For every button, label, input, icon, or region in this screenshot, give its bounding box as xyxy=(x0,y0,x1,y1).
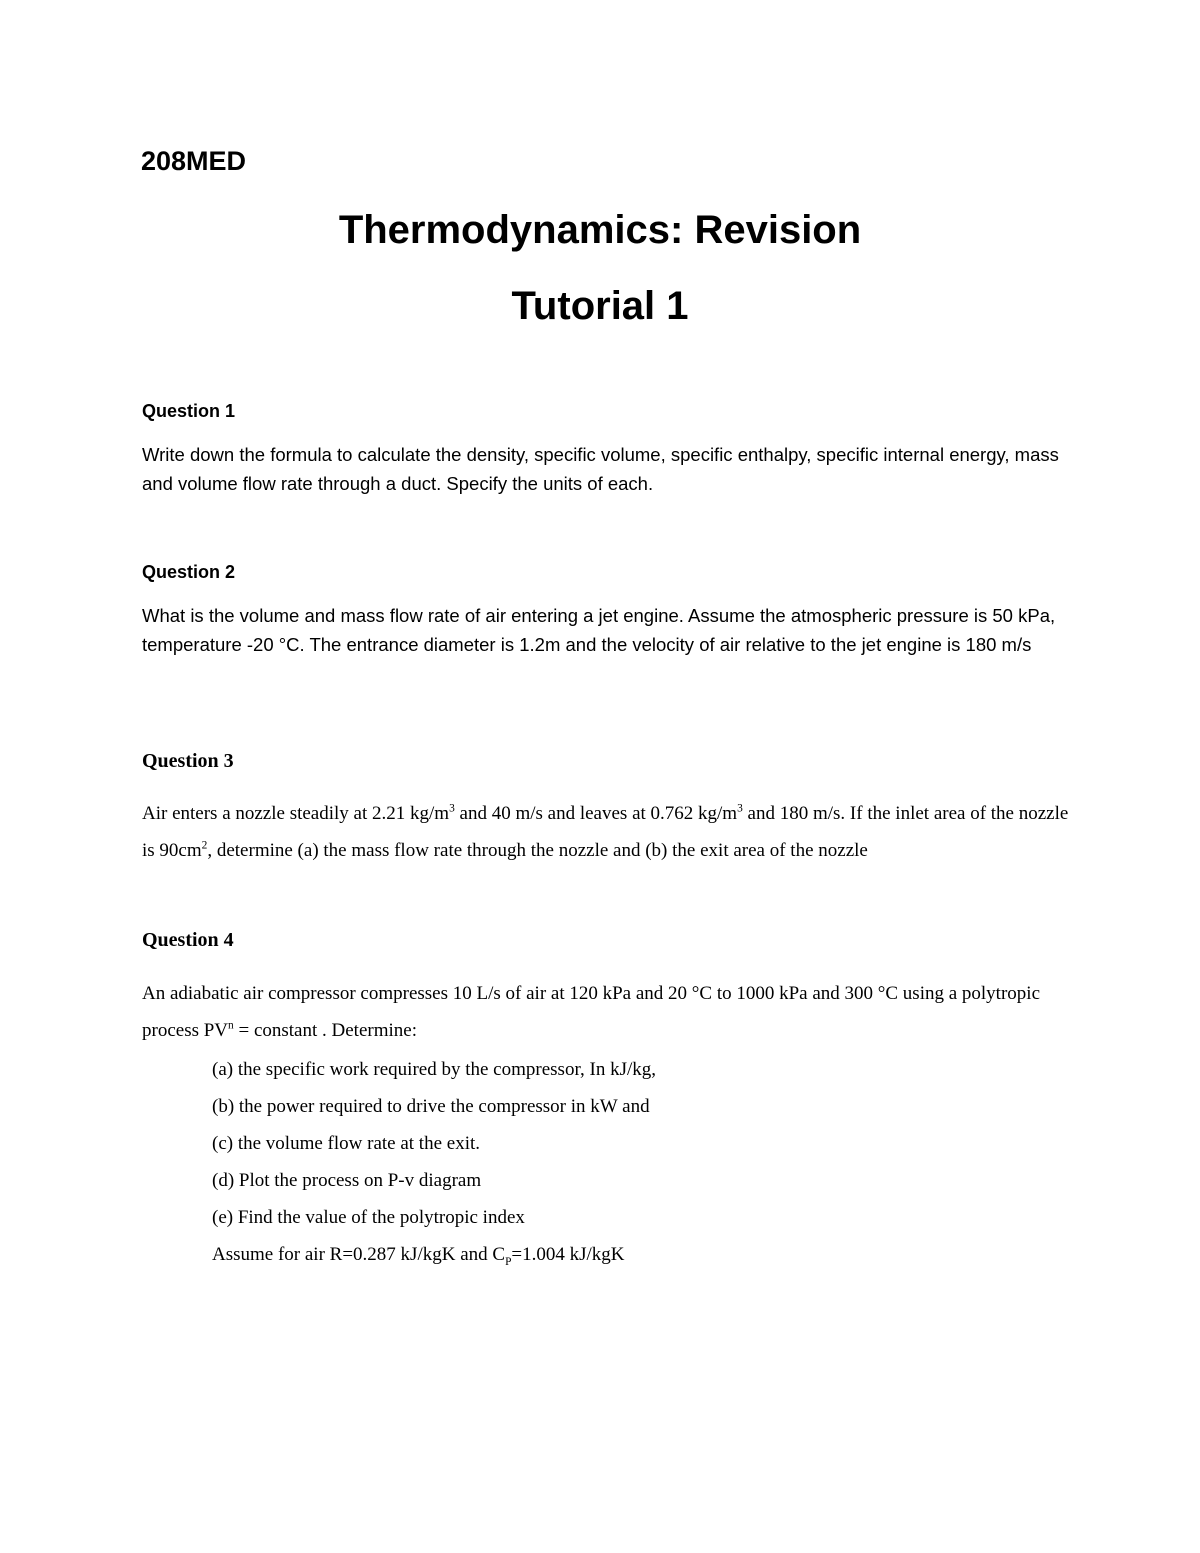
course-code: 208MED xyxy=(141,146,247,176)
question-2-text: What is the volume and mass flow rate of air entering a jet engine. Assume the atmospheric pressure is 50 kPa, temperature -20 °C. The entrance diameter is 1.2m and the velocity of air relative to the jet engine is 180 m/s xyxy=(142,605,1056,655)
question-3-text-part: , determine (a) the mass flow rate through the nozzle and (b) the exit area of the nozzle xyxy=(207,840,868,861)
list-item: (a) the specific work required by the compressor, In kJ/kg, xyxy=(212,1059,657,1080)
list-item: (b) the power required to drive the compressor in kW and xyxy=(212,1096,650,1117)
list-item: (d) Plot the process on P-v diagram xyxy=(212,1170,482,1191)
document-title: Thermodynamics: Revision xyxy=(338,208,862,252)
question-2-heading: Question 2 xyxy=(142,562,236,582)
question-3-text-part: and 40 m/s and leaves at 0.762 kg/m xyxy=(454,803,738,824)
question-3-heading: Question 3 xyxy=(142,750,234,772)
question-3-text-part: Air enters a nozzle steadily at 2.21 kg/m xyxy=(142,803,450,824)
superscript: 3 xyxy=(737,802,743,815)
assumption-part: =1.004 kJ/kgK xyxy=(511,1244,625,1265)
question-1-heading: Question 1 xyxy=(142,401,236,421)
list-item: (c) the volume flow rate at the exit. xyxy=(212,1133,481,1154)
list-item: (e) Find the value of the polytropic index xyxy=(212,1207,525,1228)
question-3-text-part: and 180 m/s. If the inlet area of the nozzle is 90cm xyxy=(142,803,1069,861)
superscript: 3 xyxy=(449,802,455,815)
question-3-text xyxy=(142,795,1072,869)
superscript: n xyxy=(228,1019,234,1032)
assumption-line xyxy=(212,1236,656,1273)
question-4-subitems xyxy=(212,1051,656,1273)
document-subtitle: Tutorial 1 xyxy=(511,284,689,328)
question-4-intro xyxy=(142,975,1072,1049)
question-4-heading: Question 4 xyxy=(142,929,234,951)
assumption-part: Assume for air R=0.287 kJ/kgK and C xyxy=(212,1244,506,1265)
question-1-text: Write down the formula to calculate the density, specific volume, specific enthalpy, specific internal energy, mass and volume flow rate through a duct. Specify the units of each. xyxy=(142,444,1059,494)
question-4-intro-part: An adiabatic air compressor compresses 10 L/s of air at 120 kPa and 20 °C to 1000 kPa and 300 °C using a polytropic process PV xyxy=(142,983,1041,1041)
subscript: P xyxy=(505,1255,512,1268)
question-4-intro-part: = constant . Determine: xyxy=(233,1020,417,1041)
superscript: 2 xyxy=(201,839,208,852)
